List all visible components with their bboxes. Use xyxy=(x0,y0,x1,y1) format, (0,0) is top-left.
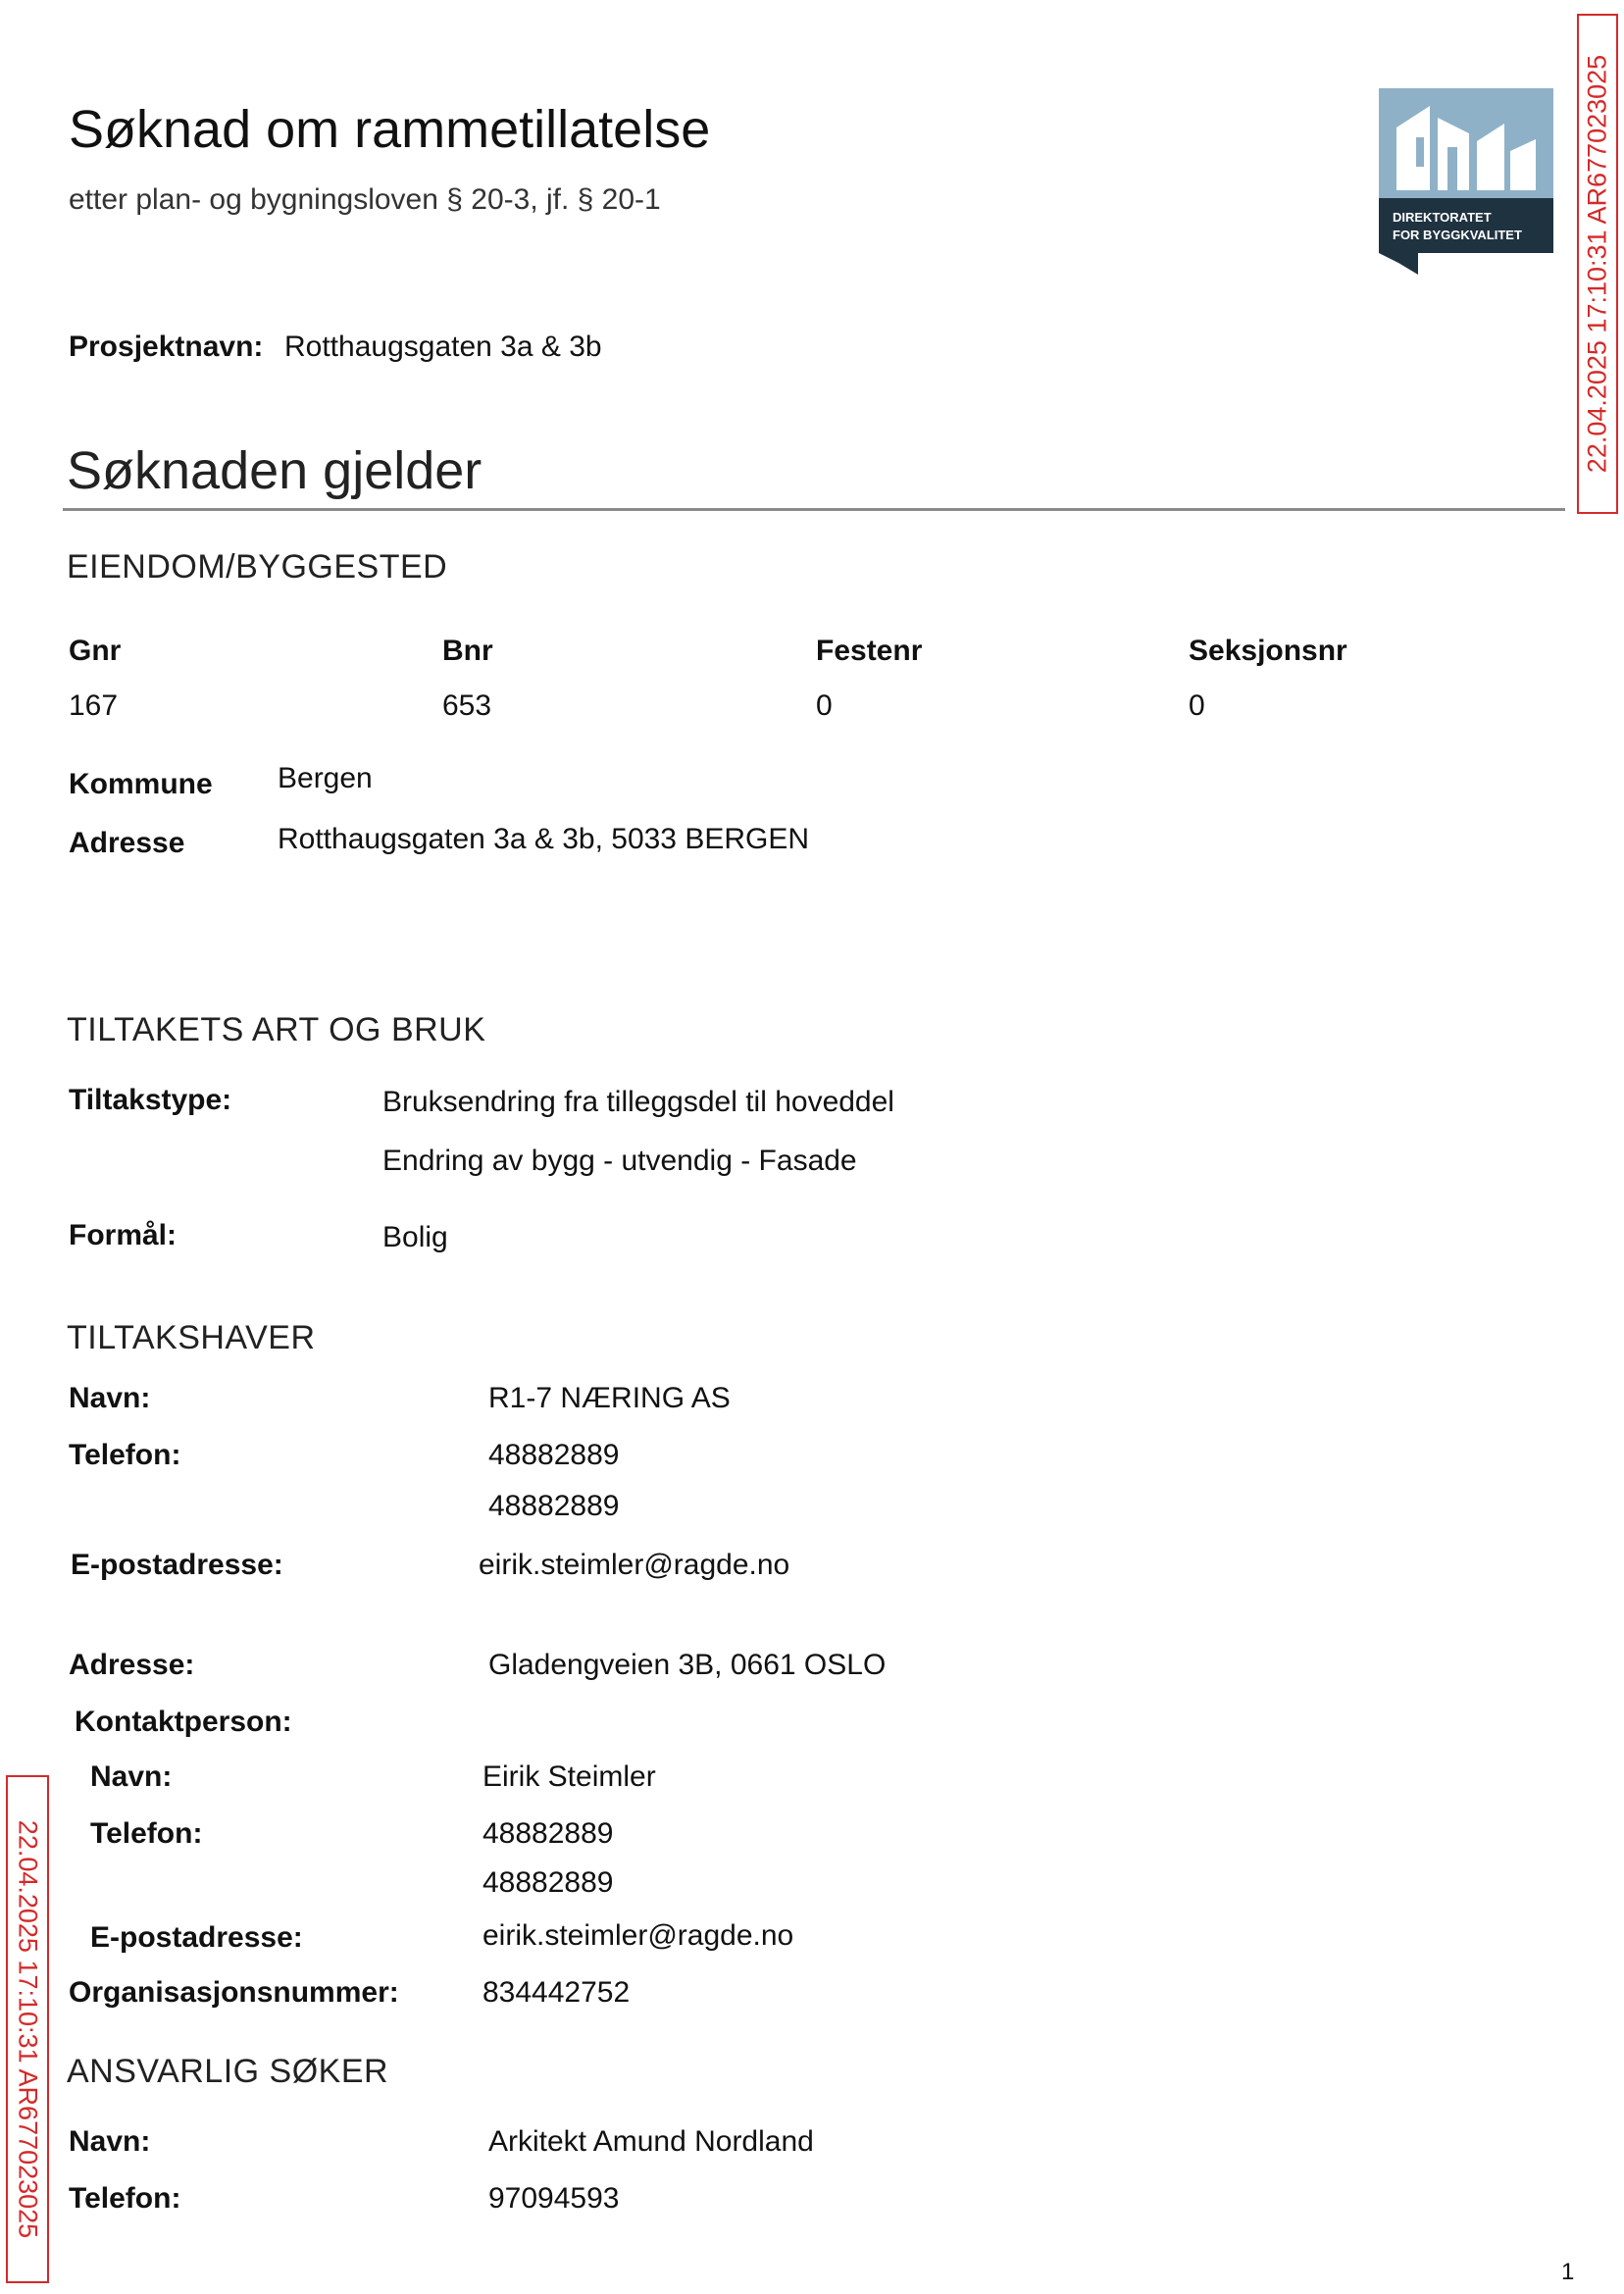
tiltakshaver-phone-value-2: 48882889 xyxy=(488,1490,620,1522)
formal-label: Formål: xyxy=(69,1219,178,1251)
contact-phone-value-2: 48882889 xyxy=(482,1866,614,1899)
gnr-label: Gnr xyxy=(69,635,122,667)
contact-name-value: Eirik Steimler xyxy=(482,1760,656,1793)
org-number-label: Organisasjonsnummer: xyxy=(69,1976,399,2009)
receipt-stamp-left xyxy=(6,1775,49,2283)
ansvarlig-heading: ANSVARLIG SØKER xyxy=(67,2053,389,2090)
tiltakshaver-email-value: eirik.steimler@ragde.no xyxy=(479,1549,790,1581)
tiltakshaver-name-label: Navn: xyxy=(69,1382,151,1414)
tiltakshaver-name-value: R1-7 NÆRING AS xyxy=(488,1382,731,1414)
project-name-label: Prosjektnavn: xyxy=(69,331,264,363)
festenr-label: Festenr xyxy=(816,635,923,667)
address-label: Adresse xyxy=(69,827,185,859)
ansvarlig-phone-value: 97094593 xyxy=(488,2182,620,2215)
bnr-label: Bnr xyxy=(442,635,493,667)
tiltakstype-value-1: Bruksendring fra tilleggsdel til hoveddel xyxy=(382,1086,894,1118)
document-title: Søknad om rammetillatelse xyxy=(69,100,711,159)
page-number: 1 xyxy=(1561,2259,1575,2285)
tiltak-heading: TILTAKETS ART OG BRUK xyxy=(67,1011,486,1048)
tiltakshaver-heading: TILTAKSHAVER xyxy=(67,1319,316,1356)
tiltakshaver-phone-value-1: 48882889 xyxy=(488,1439,620,1471)
seksjonsnr-value: 0 xyxy=(1189,689,1205,722)
org-number-value: 834442752 xyxy=(482,1976,631,2009)
tiltakshaver-address-label: Adresse: xyxy=(69,1649,195,1681)
svg-text:FOR BYGGKVALITET: FOR BYGGKVALITET xyxy=(1393,228,1522,242)
receipt-stamp-right xyxy=(1577,14,1618,514)
svg-text:DIREKTORATET: DIREKTORATET xyxy=(1393,210,1492,225)
contact-email-label: E-postadresse: xyxy=(90,1921,303,1954)
tiltakstype-label: Tiltakstype: xyxy=(69,1084,232,1116)
dibk-logo xyxy=(1379,88,1553,275)
section-divider xyxy=(63,508,1565,511)
address-value: Rotthaugsgaten 3a & 3b, 5033 BERGEN xyxy=(278,823,810,855)
receipt-stamp-left-text: 22.04.2025 17:10:31 AR677023025 xyxy=(13,1819,43,2239)
tiltakstype-value-2: Endring av bygg - utvendig - Fasade xyxy=(382,1145,857,1177)
ansvarlig-name-value: Arkitekt Amund Nordland xyxy=(488,2125,814,2158)
bnr-value: 653 xyxy=(442,689,492,722)
festenr-value: 0 xyxy=(816,689,833,722)
tiltakshaver-phone-label: Telefon: xyxy=(69,1439,181,1471)
tiltakshaver-email-label: E-postadresse: xyxy=(71,1549,283,1581)
contact-person-label: Kontaktperson: xyxy=(75,1706,292,1738)
kommune-label: Kommune xyxy=(69,768,213,800)
seksjonsnr-label: Seksjonsnr xyxy=(1189,635,1347,667)
receipt-stamp-right-text: 22.04.2025 17:10:31 AR677023025 xyxy=(1582,54,1612,474)
property-heading: EIENDOM/BYGGESTED xyxy=(67,548,448,586)
dibk-logo-icon xyxy=(1379,88,1553,275)
tiltakshaver-address-value: Gladengveien 3B, 0661 OSLO xyxy=(488,1649,887,1681)
document-subtitle: etter plan- og bygningsloven § 20-3, jf. § 20-1 xyxy=(69,183,661,216)
ansvarlig-name-label: Navn: xyxy=(69,2125,151,2158)
kommune-value: Bergen xyxy=(278,762,373,794)
section-title: Søknaden gjelder xyxy=(67,441,482,500)
project-name-value: Rotthaugsgaten 3a & 3b xyxy=(284,331,602,363)
contact-phone-value-1: 48882889 xyxy=(482,1817,614,1850)
formal-value: Bolig xyxy=(382,1221,448,1253)
ansvarlig-phone-label: Telefon: xyxy=(69,2182,181,2215)
contact-email-value: eirik.steimler@ragde.no xyxy=(482,1919,794,1952)
contact-phone-label: Telefon: xyxy=(90,1817,203,1850)
gnr-value: 167 xyxy=(69,689,119,722)
contact-name-label: Navn: xyxy=(90,1760,173,1793)
